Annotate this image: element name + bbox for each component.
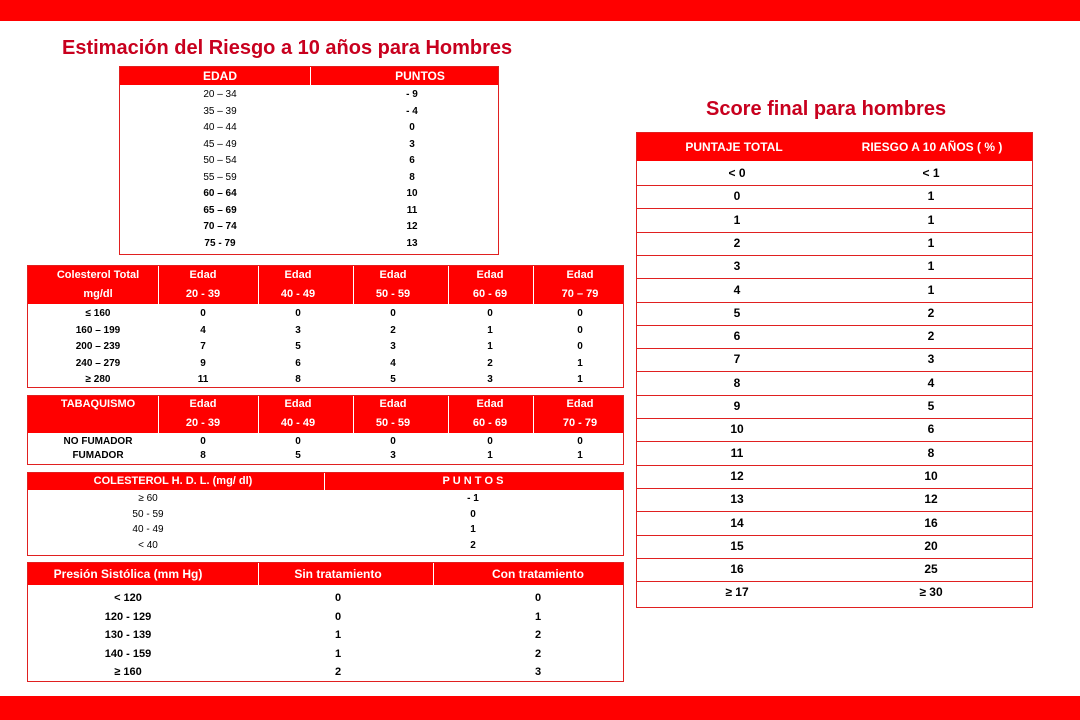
- smoking-header-top: TABAQUISMO: [60, 398, 136, 410]
- chol-cell: 5: [295, 341, 301, 352]
- smoking-cell: NO FUMADOR: [63, 436, 133, 447]
- header-divider: [258, 396, 259, 433]
- score-total-cell: ≥ 17: [725, 585, 749, 600]
- score-row-divider: [637, 511, 1032, 512]
- age-points-cell: 8: [409, 171, 415, 183]
- score-row-divider: [637, 255, 1032, 256]
- hdl-points-cell: - 1: [467, 493, 479, 504]
- bp-cell: 120 - 129: [104, 610, 152, 623]
- score-row-divider: [637, 581, 1032, 582]
- smoking-header-bottom: 40 - 49: [280, 417, 316, 429]
- score-risk-cell: 1: [927, 282, 935, 297]
- chol-cell: 4: [200, 324, 206, 336]
- score-risk-cell: 10: [924, 468, 938, 483]
- hdl-table: [27, 472, 624, 556]
- chol-header-top: Edad: [379, 269, 407, 281]
- chol-header-bottom: mg/dl: [83, 288, 113, 300]
- chol-cell: 0: [487, 308, 493, 319]
- bp-header: Sin tratamiento: [294, 567, 382, 581]
- smoking-header-bottom: 60 - 69: [472, 417, 508, 429]
- score-risk-cell: 25: [924, 562, 938, 577]
- chol-cell: ≤ 160: [85, 308, 111, 319]
- score-total-cell: 9: [733, 399, 741, 413]
- score-total-cell: 2: [733, 235, 741, 250]
- chol-header-top: Edad: [566, 269, 594, 281]
- smoking-cell: 1: [487, 450, 493, 461]
- bp-cell: ≥ 160: [114, 666, 142, 678]
- score-total-cell: 7: [733, 352, 741, 367]
- score-risk-cell: 1: [927, 212, 935, 227]
- chol-cell: 0: [577, 324, 583, 336]
- hdl-range-cell: 50 - 59: [132, 508, 164, 520]
- chol-cell: 5: [390, 374, 396, 385]
- age-header-puntos: PUNTOS: [395, 69, 445, 83]
- score-row-divider: [637, 348, 1032, 349]
- score-row-divider: [637, 232, 1032, 233]
- smoking-header-top: Edad: [379, 398, 407, 410]
- score-total-cell: 10: [730, 422, 744, 437]
- score-row-divider: [637, 488, 1032, 489]
- score-header-risk: RIESGO A 10 AÑOS ( % ): [861, 140, 1003, 154]
- age-points-cell: 6: [409, 155, 415, 166]
- hdl-range-cell: 40 - 49: [132, 524, 164, 535]
- score-row-divider: [637, 325, 1032, 326]
- score-row-divider: [637, 535, 1032, 536]
- chol-cell: 9: [200, 357, 206, 369]
- score-total-cell: 12: [730, 468, 744, 483]
- chol-cell: 0: [577, 341, 583, 352]
- score-row-divider: [637, 278, 1032, 279]
- bp-cell: 2: [534, 629, 542, 641]
- bp-cell: 1: [334, 629, 342, 641]
- score-risk-cell: 1: [927, 259, 935, 274]
- bp-cell: 1: [334, 647, 342, 660]
- smoking-cell: 0: [390, 436, 396, 447]
- chol-header-bottom: 60 - 69: [472, 288, 508, 300]
- chol-cell: 200 – 239: [75, 341, 121, 352]
- bp-cell: 0: [334, 592, 342, 604]
- smoking-cell: 0: [200, 436, 206, 447]
- chol-cell: 3: [487, 374, 493, 385]
- chol-cell: 240 – 279: [75, 357, 121, 369]
- score-risk-cell: < 1: [922, 166, 940, 180]
- age-header-edad: EDAD: [202, 69, 238, 83]
- header-divider: [158, 266, 159, 304]
- bp-cell: 1: [534, 610, 542, 623]
- age-range-cell: 45 – 49: [203, 138, 237, 150]
- score-total-cell: 13: [730, 492, 744, 507]
- hdl-points-cell: 1: [470, 524, 476, 535]
- chol-cell: ≥ 280: [85, 374, 111, 385]
- hdl-range-cell: ≥ 60: [138, 493, 158, 504]
- score-risk-cell: 6: [927, 422, 935, 437]
- header-divider: [353, 266, 354, 304]
- score-row-divider: [637, 558, 1032, 559]
- score-table: [636, 132, 1033, 608]
- chol-cell: 0: [390, 308, 396, 319]
- score-total-cell: 1: [733, 212, 741, 227]
- score-risk-cell: 1: [927, 189, 935, 204]
- smoking-cell: 8: [200, 450, 206, 461]
- age-range-cell: 70 – 74: [203, 221, 237, 232]
- header-divider: [533, 266, 534, 304]
- score-risk-cell: 3: [927, 352, 935, 367]
- score-header-total: PUNTAJE TOTAL: [685, 140, 783, 154]
- age-points-cell: 11: [406, 204, 418, 216]
- score-risk-cell: 1: [927, 235, 935, 250]
- score-risk-cell: ≥ 30: [919, 585, 943, 600]
- header-divider: [533, 396, 534, 433]
- score-total-cell: < 0: [728, 166, 746, 180]
- score-total-cell: 15: [730, 538, 744, 553]
- chol-cell: 3: [295, 324, 301, 336]
- page-title: Estimación del Riesgo a 10 años para Hombres: [62, 37, 513, 59]
- score-risk-cell: 12: [924, 492, 938, 507]
- age-range-cell: 60 – 64: [203, 188, 237, 199]
- score-total-cell: 11: [730, 445, 744, 460]
- score-total-cell: 4: [733, 282, 741, 297]
- bp-cell: 2: [534, 647, 542, 660]
- score-row-divider: [637, 441, 1032, 442]
- header-divider: [448, 266, 449, 304]
- age-points-cell: 3: [409, 138, 415, 150]
- score-total-cell: 14: [730, 515, 744, 530]
- bp-cell: 0: [534, 592, 542, 604]
- chol-cell: 2: [390, 324, 396, 336]
- chol-cell: 4: [390, 357, 396, 369]
- smoking-header-top: Edad: [566, 398, 594, 410]
- header-divider: [448, 396, 449, 433]
- smoking-header-bottom: 20 - 39: [185, 417, 221, 429]
- smoking-cell: FUMADOR: [72, 450, 124, 461]
- chol-cell: 0: [200, 308, 206, 319]
- smoking-header-bottom: 50 - 59: [375, 417, 411, 429]
- chol-cell: 11: [197, 374, 209, 385]
- hdl-range-cell: < 40: [138, 539, 158, 551]
- bp-cell: < 120: [114, 592, 142, 604]
- score-total-cell: 3: [733, 259, 741, 274]
- smoking-cell: 0: [487, 436, 493, 447]
- age-points-table: [119, 66, 499, 255]
- bp-cell: 2: [334, 666, 342, 678]
- score-total-cell: 16: [730, 562, 744, 577]
- chol-cell: 1: [577, 357, 583, 369]
- smoking-header-top: Edad: [189, 398, 217, 410]
- smoking-cell: 0: [295, 436, 301, 447]
- bp-cell: 0: [334, 610, 342, 623]
- score-row-divider: [637, 418, 1032, 419]
- bp-header: Presión Sistólica (mm Hg): [53, 567, 203, 581]
- chol-header-top: Edad: [476, 269, 504, 281]
- age-range-cell: 50 – 54: [203, 155, 237, 166]
- header-divider: [258, 563, 259, 585]
- hdl-header-label: COLESTEROL H. D. L. (mg/ dl): [93, 475, 253, 487]
- smoking-cell: 3: [390, 450, 396, 461]
- bp-cell: 140 - 159: [104, 647, 152, 660]
- chol-cell: 1: [487, 341, 493, 352]
- header-divider: [433, 563, 434, 585]
- bp-cell: 130 - 139: [104, 629, 152, 641]
- score-risk-cell: 5: [927, 399, 935, 413]
- chol-cell: 0: [577, 308, 583, 319]
- age-range-cell: 75 - 79: [204, 237, 236, 249]
- score-row-divider: [637, 371, 1032, 372]
- chol-cell: 8: [295, 374, 301, 385]
- chol-cell: 160 – 199: [75, 324, 121, 336]
- age-range-cell: 40 – 44: [203, 122, 237, 133]
- chol-cell: 0: [295, 308, 301, 319]
- top-red-bar: [0, 0, 1080, 21]
- score-risk-cell: 16: [924, 515, 938, 530]
- smoking-cell: 0: [577, 436, 583, 447]
- score-risk-cell: 8: [927, 445, 935, 460]
- chol-header-bottom: 50 - 59: [375, 288, 411, 300]
- header-divider: [353, 396, 354, 433]
- score-row-divider: [637, 185, 1032, 186]
- chol-header-top: Colesterol Total: [56, 269, 140, 281]
- chol-cell: 7: [200, 341, 206, 352]
- cholesterol-table: [27, 265, 624, 388]
- hdl-points-cell: 2: [470, 539, 476, 551]
- score-row-divider: [637, 465, 1032, 466]
- header-divider: [310, 67, 311, 85]
- smoking-header-bottom: 70 - 79: [562, 417, 598, 429]
- chol-header-top: Edad: [189, 269, 217, 281]
- score-risk-cell: 4: [927, 375, 935, 390]
- header-divider: [324, 473, 325, 490]
- smoking-cell: 1: [577, 450, 583, 461]
- age-range-cell: 55 – 59: [203, 171, 237, 183]
- age-range-cell: 65 – 69: [203, 204, 237, 216]
- age-points-cell: 10: [406, 188, 418, 199]
- score-row-divider: [637, 302, 1032, 303]
- age-points-cell: - 9: [406, 89, 418, 100]
- bp-cell: 3: [534, 666, 542, 678]
- age-points-cell: 13: [406, 237, 418, 249]
- hdl-header-points: P U N T O S: [442, 475, 504, 487]
- bp-header: Con tratamiento: [491, 567, 585, 581]
- chol-header-top: Edad: [284, 269, 312, 281]
- age-range-cell: 35 – 39: [203, 105, 237, 117]
- chol-cell: 3: [390, 341, 396, 352]
- age-points-cell: 0: [409, 122, 415, 133]
- age-points-cell: 12: [406, 221, 418, 232]
- header-divider: [258, 266, 259, 304]
- score-total-cell: 5: [733, 305, 741, 320]
- score-risk-cell: 20: [924, 538, 938, 553]
- age-range-cell: 20 – 34: [203, 89, 237, 100]
- header-divider: [158, 396, 159, 433]
- chol-cell: 2: [487, 357, 493, 369]
- score-row-divider: [637, 395, 1032, 396]
- age-points-cell: - 4: [406, 105, 418, 117]
- score-title: Score final para hombres: [706, 98, 947, 120]
- score-total-cell: 0: [733, 189, 741, 204]
- score-total-cell: 6: [733, 329, 741, 344]
- score-row-divider: [637, 208, 1032, 209]
- smoking-table: [27, 395, 624, 465]
- bottom-red-bar: [0, 696, 1080, 720]
- chol-cell: 1: [577, 374, 583, 385]
- chol-header-bottom: 70 – 79: [561, 288, 599, 300]
- hdl-points-cell: 0: [470, 508, 476, 520]
- chol-header-bottom: 40 - 49: [280, 288, 316, 300]
- score-risk-cell: 2: [927, 329, 935, 344]
- smoking-cell: 5: [295, 450, 301, 461]
- chol-header-bottom: 20 - 39: [185, 288, 221, 300]
- chol-cell: 1: [487, 324, 493, 336]
- score-risk-cell: 2: [927, 305, 935, 320]
- smoking-header-top: Edad: [284, 398, 312, 410]
- score-total-cell: 8: [733, 375, 741, 390]
- chol-cell: 6: [295, 357, 301, 369]
- smoking-header-top: Edad: [476, 398, 504, 410]
- blood-pressure-table: [27, 562, 624, 682]
